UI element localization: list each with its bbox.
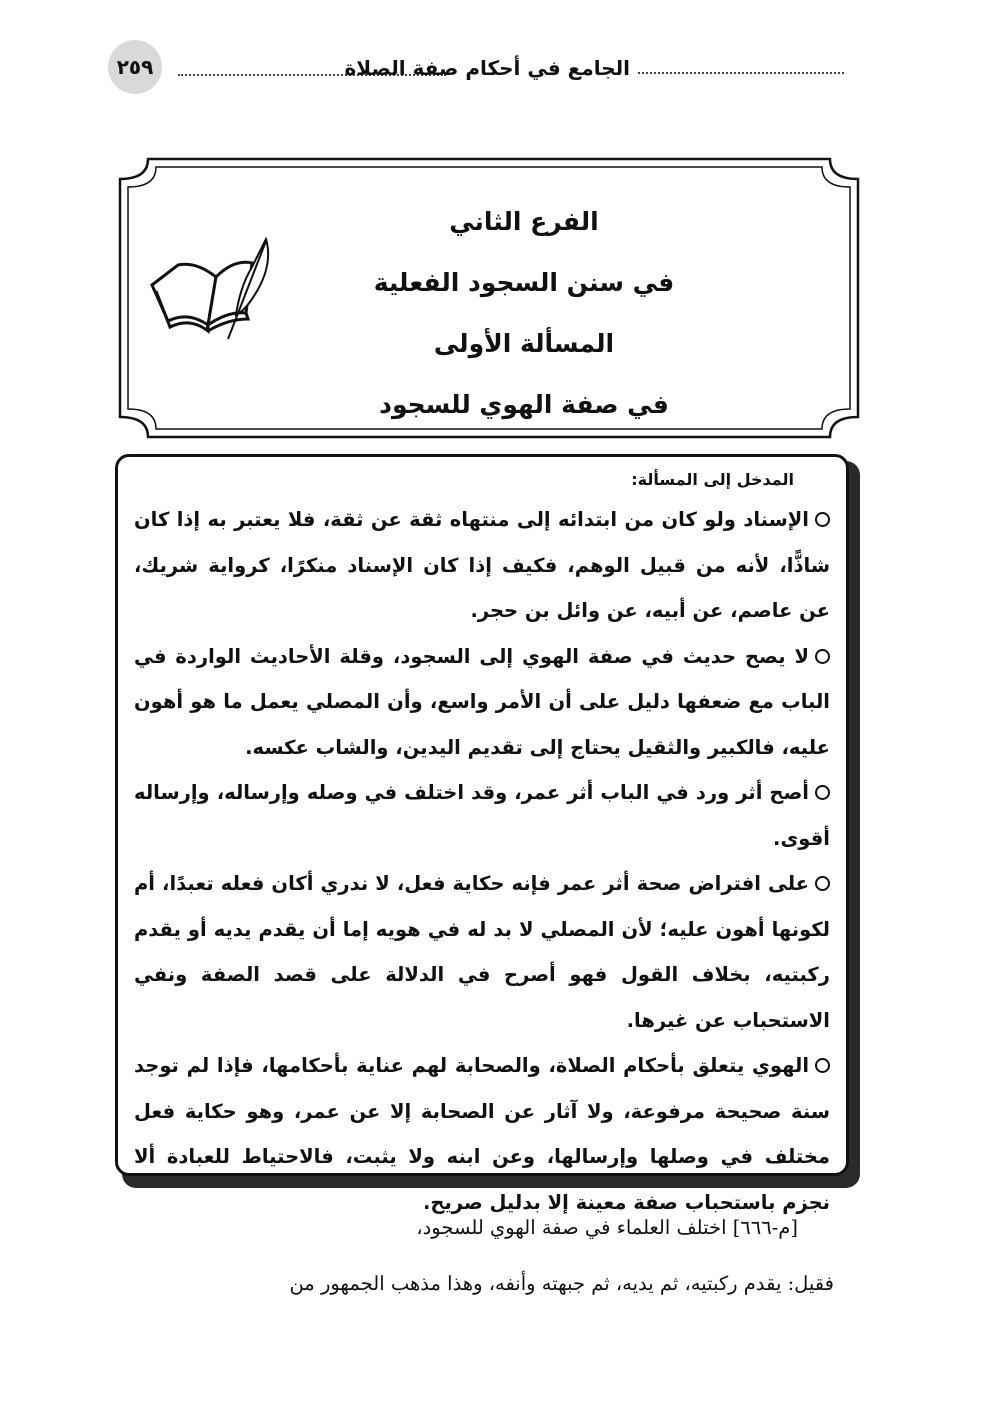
gist-heading: المدخل إلى المسألة:: [631, 470, 794, 489]
header-leader-dots: [638, 72, 844, 74]
gist-item: على افتراض صحة أثر عمر فإنه حكاية فعل، لا ندري أكان فعله تعبدًا، أم لكونها أهون عليه؛ لأن المصلي لا بد له في هويه إما أن يقدم يديه أو يقدم ركبتيه، بخلاف القول فهو أصرح في الدلالة على قصد الصفة ونفي الاستحباب عن غيرها.: [134, 872, 830, 1032]
issue-title: المسألة الأولى: [433, 329, 615, 358]
body-paragraph: [م-٦٦٦] اختلف العلماء في صفة الهوي للسجود،: [416, 1216, 798, 1239]
title-frame: [118, 157, 860, 439]
circle-bullet-icon: [815, 649, 830, 664]
gist-item: أصح أثر ورد في الباب أثر عمر، وقد اختلف في وصله وإرساله، وإرساله أقوى.: [134, 781, 830, 850]
body-text: [118, 1200, 834, 1312]
circle-bullet-icon: [815, 1058, 830, 1073]
book-and-quill-icon: [148, 237, 278, 347]
gist-item: الإسناد ولو كان من ابتدائه إلى منتهاه ثقة عن ثقة، فلا يعتبر به إذا كان شاذًّا، لأنه من قبيل الوهم، فكيف إذا كان الإسناد منكرًا، كرواية شريك، عن عاصم، عن أبيه، عن وائل بن حجر.: [134, 508, 830, 622]
page-number: ٢٥٩: [108, 40, 162, 94]
page-header: [108, 40, 844, 98]
gist-item: الهوي يتعلق بأحكام الصلاة، والصحابة لهم عناية بأحكامها، فإذا لم توجد سنة صحيحة مرفوعة، ولا آثار عن الصحابة إلا عن عمر، وهو حكاية فعل مختلف في وصلها وإرسالها، وعن ابنه ولا يثبت، فالاحتياط للعبادة ألا نجزم باستحباب صفة معينة إلا بدليل صريح.: [134, 1054, 830, 1214]
branch-subtitle: في سنن السجود الفعلية: [373, 268, 675, 297]
circle-bullet-icon: [815, 512, 830, 527]
circle-bullet-icon: [815, 876, 830, 891]
body-paragraph: فقيل: يقدم ركبتيه، ثم يديه، ثم جبهته وأنفه، وهذا مذهب الجمهور من: [289, 1272, 834, 1295]
gist-box: [115, 454, 849, 1214]
branch-title: الفرع الثاني: [449, 207, 599, 236]
issue-subtitle: في صفة الهوي للسجود: [379, 390, 669, 419]
gist-item: لا يصح حديث في صفة الهوي إلى السجود، وقلة الأحاديث الواردة في الباب مع ضعفها دليل على أن الأمر واسع، وأن المصلي يعمل ما هو أهون عليه، فالكبير والثقيل يحتاج إلى تقديم اليدين، والشاب عكسه.: [134, 644, 830, 759]
title-block: [288, 197, 760, 441]
book-title: الجامع في أحكام صفة الصلاة: [344, 56, 630, 80]
circle-bullet-icon: [815, 785, 830, 800]
